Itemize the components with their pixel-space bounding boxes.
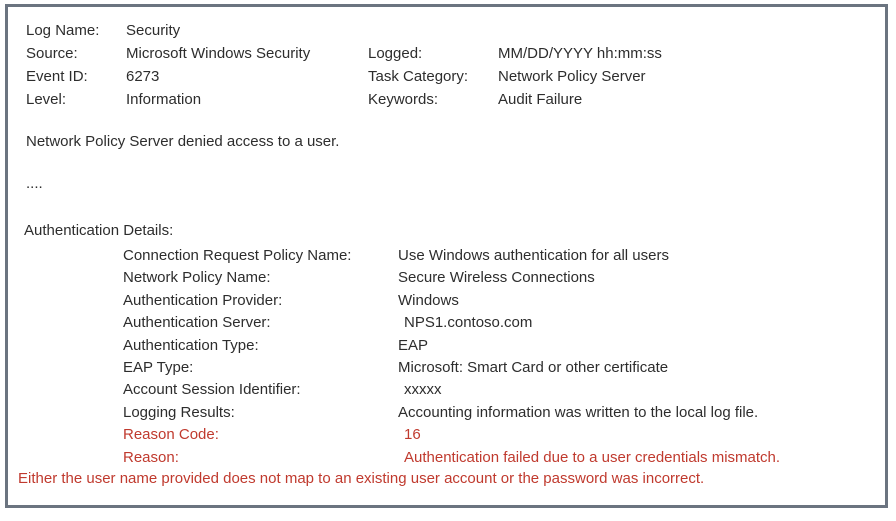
log-name-value: Security	[126, 22, 181, 39]
reason-label: Reason:	[123, 449, 179, 466]
event-description-line	[8, 131, 885, 153]
ellipsis-line	[8, 173, 885, 195]
detail-label: Account Session Identifier:	[123, 381, 301, 398]
auth-details-heading: Authentication Details:	[24, 222, 174, 239]
detail-row-reason-code	[8, 424, 885, 446]
reason-detail-line	[8, 468, 885, 490]
level-label: Level:	[26, 91, 67, 108]
header-row-log-name	[8, 20, 885, 42]
header-row-event-id	[8, 66, 885, 88]
detail-label: Network Policy Name:	[123, 269, 271, 286]
reason-value: Authentication failed due to a user credentials mismatch.	[404, 449, 781, 466]
detail-row	[8, 357, 885, 379]
detail-row	[8, 379, 885, 401]
detail-value: Secure Wireless Connections	[398, 269, 595, 286]
detail-label: Authentication Type:	[123, 337, 259, 354]
detail-value: Microsoft: Smart Card or other certificate	[398, 359, 669, 376]
detail-row-reason	[8, 447, 885, 469]
event-description: Network Policy Server denied access to a user.	[26, 133, 340, 150]
detail-value: Accounting information was written to the local log file.	[398, 404, 759, 421]
reason-code-label: Reason Code:	[123, 426, 219, 443]
detail-value: Windows	[398, 292, 459, 309]
detail-row	[8, 312, 885, 334]
logged-label: Logged:	[368, 45, 423, 62]
ellipsis-text: ....	[26, 175, 43, 192]
task-category-label: Task Category:	[368, 68, 469, 85]
event-log-panel	[5, 4, 888, 508]
event-id-value: 6273	[126, 68, 160, 85]
auth-details-heading-line	[8, 220, 885, 242]
reason-detail-text: Either the user name provided does not map to an existing user account or the password was incorrect.	[18, 470, 705, 487]
detail-value: NPS1.contoso.com	[404, 314, 533, 331]
detail-label: Authentication Server:	[123, 314, 271, 331]
detail-row	[8, 402, 885, 424]
reason-code-value: 16	[404, 426, 421, 443]
detail-label: EAP Type:	[123, 359, 194, 376]
event-id-label: Event ID:	[26, 68, 88, 85]
source-value: Microsoft Windows Security	[126, 45, 311, 62]
keywords-label: Keywords:	[368, 91, 439, 108]
header-row-level	[8, 89, 885, 111]
detail-row	[8, 335, 885, 357]
detail-row	[8, 245, 885, 267]
detail-row	[8, 290, 885, 312]
detail-label: Authentication Provider:	[123, 292, 283, 309]
detail-label: Logging Results:	[123, 404, 235, 421]
task-category-value: Network Policy Server	[498, 68, 646, 85]
level-value: Information	[126, 91, 202, 108]
keywords-value: Audit Failure	[498, 91, 583, 108]
detail-label: Connection Request Policy Name:	[123, 247, 352, 264]
detail-value: xxxxx	[404, 381, 442, 398]
logged-value: MM/DD/YYYY hh:mm:ss	[498, 45, 662, 62]
detail-value: EAP	[398, 337, 429, 354]
header-row-source	[8, 43, 885, 65]
log-name-label: Log Name:	[26, 22, 100, 39]
source-label: Source:	[26, 45, 78, 62]
detail-value: Use Windows authentication for all users	[398, 247, 669, 264]
detail-row	[8, 267, 885, 289]
